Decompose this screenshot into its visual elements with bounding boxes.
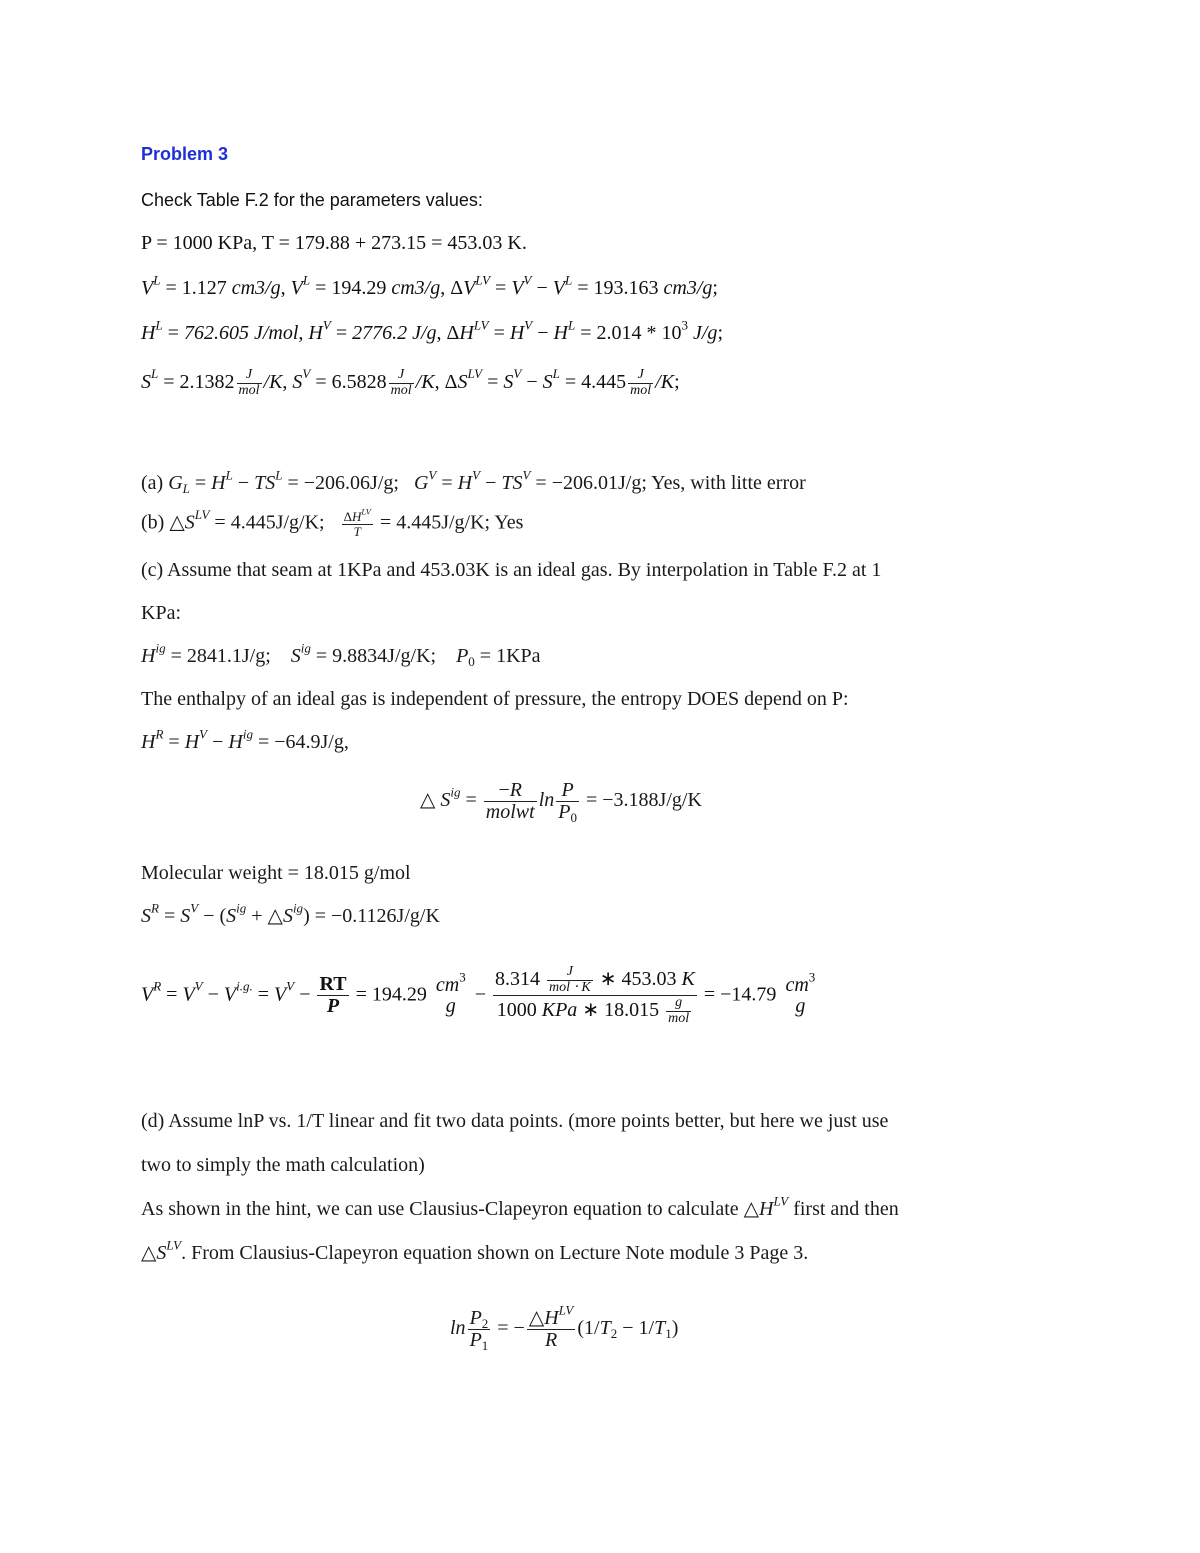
part-d-text3b: first and then [793,1198,899,1220]
part-a-line: (a) $G_L = H^L - TS^L = -206.06J/g$; $G^V = H^V - TS^V = -206.01J/g$; Yes, with litte error [141,467,806,496]
sig-value: = 9.8834J/g/K; [315,645,437,667]
hv-value: 2776.2 [352,322,408,344]
part-c-line1 [141,560,881,580]
vr-equation: $V^R = V^V - V^{i.g.} = V^V$ − $\frac{RT}{P}$ = 194.29 $cm^3$ g − 8.314 $\frac{J}{\text{mol ⋅ K}}$ ∗ 453.03 K 1000 KPa ∗ 18.015 $\frac{g}{\text{mol}}$ = −14.79 $cm^3$ g [141,964,816,1027]
part-d-line4: $\triangle S^{LV}$. From Clausius-Clapeyron equation shown on Lecture Note module 3 Page 3. [141,1237,809,1264]
part-c-text1: Assume that seam at 1KPa and 453.03K is an ideal gas. By interpolation in Table F.2 at 1 [167,559,882,581]
part-d-text4: . From Clausius-Clapeyron equation shown on Lecture Note module 3 Page 3. [181,1242,809,1264]
vr-result: = −14.79 [703,983,777,1006]
vr-194: 194.29 [371,983,427,1006]
dh-unit: J/g [693,322,718,344]
clausius-clapeyron-equation: ln $\frac{P_2}{P_1}$ = − $\frac{\triangle H^{LV}}{R}$ $(1/T_2 - 1/T_1)$ [450,1302,679,1353]
part-a-label: (a) [141,472,164,494]
sv-unit-den: mol [390,382,412,398]
vr-m: 18.015 [604,999,660,1022]
sl-unit-tail: /K [263,370,283,393]
dv-value: 193.163 [593,277,659,299]
vr-p: 1000 [496,999,537,1022]
pressure-temperature-text: P = 1000 KPa, T = 179.88 + 273.15 = 453.03 K. [141,232,527,254]
part-c-label: (c) [141,559,164,581]
part-d-text1: Assume lnP vs. 1/T linear and fit two data points. (more points better, but here we just use [168,1110,889,1132]
sr-line: $S^R = S^V - (S^{ig}$ + $\triangle S^{ig}) = -0.1126J/g/K$ [141,900,440,927]
vv-value: 194.29 [331,277,387,299]
ideal-gas-values-line: $H^{ig} = 2841.1J/g$; $S^{ig} = 9.8834J/g/K$; $P_0 = 1KPa$ [141,640,541,669]
hl-unit: J/mol [253,322,299,344]
entropy-line: $S^L = 2.1382$ $\frac{J}{\text{mol}}$ /K, $S^V = 6.5828$ $\frac{J}{\text{mol}}$ /K, $\Delta S^{LV} = S^V - S^L = 4.445$ $\frac{J}{\text{mol}}$ /K; [141,366,680,398]
part-d-line2: two to simply the math calculation) [141,1154,425,1176]
enthalpy-note: The enthalpy of an ideal gas is independent of pressure, the entropy DOES depend on P: [141,688,849,710]
sl-unit-den: mol [238,382,260,398]
vr-r: 8.314 [494,967,540,990]
enthalpy-line: $H^L = 762.605$ J/mol, $H^V = 2776.2$ J/g, $\Delta H^{LV} = H^V - H^L = 2.014 * 10^3$ J/g; [141,317,723,344]
ds-value: 4.445 [581,370,627,393]
sv-unit-num: J [389,368,414,384]
hig-value: = 2841.1J/g; [170,645,271,667]
sl-unit-num: J [237,368,262,384]
dv-unit: cm3/g [663,277,713,299]
molecular-weight-line: Molecular weight = 18.015 g/mol [141,862,411,884]
pressure-temperature-line [141,233,527,253]
hr-result: = −64.9J/g, [257,731,349,753]
ds-unit-tail: /K [655,370,675,393]
part-a-comment: Yes, with litte error [651,472,806,494]
sl-value: 2.1382 [179,370,235,393]
vv-unit: cm3/g [391,277,441,299]
part-d-line3: As shown in the hint, we can use Clausius-Clapeyron equation to calculate $\triangle H^{LV}$ first and then [141,1193,899,1220]
part-d-line1 [141,1111,888,1131]
part-d-label: (d) [141,1110,165,1132]
part-d-text3a: As shown in the hint, we can use Clausius-Clapeyron equation to calculate [141,1198,739,1220]
part-c-line2: KPa: [141,602,181,624]
ds-unit-den: mol [630,382,652,398]
vl-value: 1.127 [181,277,227,299]
ratio-result: = 4.445J/g/K; Yes [379,511,524,534]
volume-line: $V^L = 1.127$ cm3/g, $V^L = 194.29$ cm3/g, $\Delta V^{LV} = V^V - V^L = 193.163$ cm3/g; [141,272,718,299]
intro-text: Check Table F.2 for the parameters values: [141,190,483,210]
part-b-line: (b) $\triangle S^{LV} = 4.445J/g/K$; $\frac{\Delta H^{LV}}{T}$ = 4.445J/g/K; Yes [141,506,524,539]
sv-unit-tail: /K [415,370,435,393]
gl-result: = −206.06J/g; [287,472,399,494]
vr-t: 453.03 [621,967,677,990]
part-b-label: (b) [141,511,165,534]
problem-heading: Problem 3 [141,144,229,164]
dh-exponent: 3 [681,317,688,333]
dh-value: 2.014 * 10 [596,322,682,344]
gv-result: = −206.01J/g; [535,472,647,494]
hl-value: 762.605 [183,322,249,344]
ds-lv-result: = 4.445J/g/K; [214,511,325,534]
hv-unit: J/g [412,322,437,344]
p0-value: = 1KPa [479,645,541,667]
ds-unit-num: J [628,368,653,384]
hr-line: $H^R = H^V - H^{ig} = -64.9J/g$, [141,726,349,753]
dsig-result: = −3.188J/g/K [585,789,702,812]
sr-result: = −0.1126J/g/K [314,905,440,927]
vl-unit: cm3/g [231,277,281,299]
delta-sig-equation: △ $S^{ig}$ = $\frac{-R}{\text{molwt}}$ ln $\frac{P}{P_0}$ = −3.188J/g/K [420,779,702,825]
sv-value: 6.5828 [331,370,387,393]
